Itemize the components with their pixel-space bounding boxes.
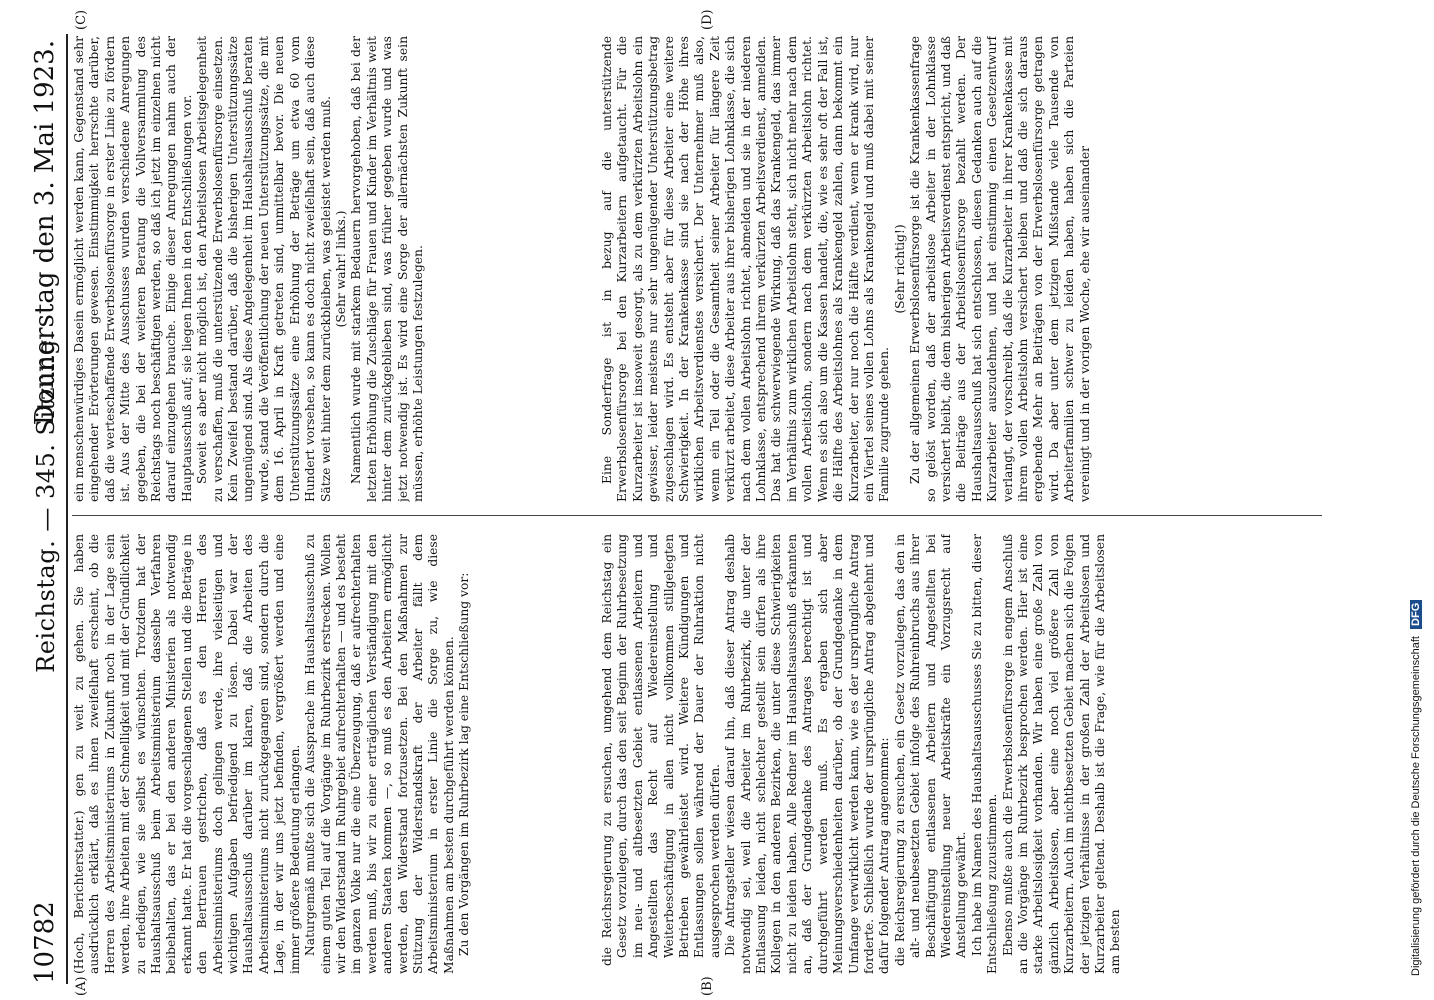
- running-head: Reichstag. — 345. Sitzung.: [32, 331, 60, 673]
- margin-marker-d: (D): [700, 9, 715, 30]
- dfg-logo: DFG: [1410, 600, 1422, 629]
- margin-marker-c: (C): [74, 9, 89, 30]
- text-column-left-bottom: [600, 534, 1340, 974]
- paragraph: Naturgemäß mußte sich die Aussprache im Haushaltsausschuß zu einem guten Teil auf die Vorgänge im Ruhrbezirk erstrecken. Wollen wir den Widerstand im Ruhrgebiet aufrechterhalten — und es besteht im ganzen Volke nur die eine Überzeugung, daß er aufrechterhalten werden muß, bis wir zu einer erträglichen Verständigung mit den anderen Staaten kommen —, so muß es den Arbeitern ermöglicht werden, den Widerstand fortzusetzen. Bei den Maßnahmen zur Stützung der Widerstandskraft der Arbeiter fällt dem Arbeitsministerium in erster Linie die Sorge zu, wie diese Maßnahmen am besten durchgeführt werden können.: [303, 534, 456, 974]
- paragraph: Soweit es aber nicht möglich ist, den Arbeitslosen Arbeitsgelegenheit zu verschaffen, muß die unterstützende Erwerbslosenfürsorge einsetzen. Kein Zweifel bestand darüber, daß die bisherigen Unterstützungssätze ungenügend sind. Als diese Angelegenheit im Haushaltsausschuß beraten wurde, stand die Veröffentlichung der neuen Unterstützungssätze, die mit dem 16. April in Kraft getreten sind, unmittelbar bevor. Die neuen Unterstützungssätze eine Erhöhung der Beträge um etwa 60 vom Hundert vorsehen, so kann es doch nicht zweifelhaft sein, daß auch diese Sätze weit hinter dem zurückbleiben, was geleistet werden muß.: [195, 36, 333, 502]
- text-column-left-top: [72, 534, 592, 974]
- session-date: Donnerstag den 3. Mai 1923.: [30, 40, 60, 426]
- paragraph: Namentlich wurde mit starkem Bedauern hervorgehoben, daß bei der letzten Erhöhung die Zuschläge für Frauen und Kinder im Verhältnis weit hinter dem zurückgeblieben sind, was früher gegeben wurde und was jetzt notwendig ist. Es wird eine Sorge der allernächsten Zukunft sein müssen, erhöhte Leistungen festzulegen.: [349, 36, 425, 502]
- paragraph: Ich habe im Namen des Haushaltsausschusses Sie zu bitten, dieser Entschließung zuzustimmen.: [969, 534, 1000, 974]
- interjection: (Sehr wahr! links.): [333, 210, 348, 328]
- paragraph: Zu den Vorgängen im Ruhrbezirk lag eine Entschließung vor:: [457, 572, 472, 956]
- page-header: [26, 20, 66, 984]
- page-number: 10782: [30, 901, 60, 984]
- header-rule: [66, 34, 68, 984]
- paragraph: Zu der allgemeinen Erwerbslosenfürsorge ist die Krankenkassenfrage so gelöst worden, daß der arbeitslose Arbeiter in der Lohnklasse versichert bleibt, die dem bisherigen Arbeitsverdienst entspricht, und daß die Beiträge aus der Arbeitslosenfürsorge bezahlt werden. Der Haushaltsausschuß hat sich entschlossen, diesen Gedanken auch auf die Kurzarbeiter auszudehnen, und hat einstimmig einen Gesetzentwurf verlangt, der vorschreibt, daß die Kurzarbeiter in ihrer Krankenkasse mit ihrem vollen Arbeitslohn versichert bleiben und daß die sich daraus ergebende Mehr an Beiträgen von der Erwerbslosenfürsorge getragen wird. Da aber unter dem jetzigen Mißstande viele Tausende von Arbeiterfamilien schwer zu leiden haben, haben sich die Parteien vereinigt und in der vorigen Woche, ehe wir auseinander: [908, 36, 1092, 502]
- digitization-note: [1410, 600, 1422, 976]
- paragraph: ein menschenwürdiges Dasein ermöglicht werden kann, Gegenstand sehr eingehender Erörterungen gewesen. Einstimmigkeit herrschte darüber, daß die werteschaffende Erwerbslosenfürsorge in erster Linie zu fördern ist. Aus der Mitte des Ausschusses wurden verschiedene Anregungen gegeben, die bei der weiteren Beratung die Vollversammlung des Reichstags noch beschäftigen werden, so daß ich jetzt im einzelnen nicht darauf einzugehen brauche. Einige dieser Anregungen nahm auch der Hauptausschuß auf; sie liegen Ihnen in den Entschließungen vor.: [72, 36, 194, 502]
- text-column-right-bottom: [600, 36, 1340, 502]
- margin-marker-b: (B): [700, 976, 715, 996]
- paragraph: Ebenso mußte auch die Erwerbslosenfürsorge in engem Anschluß an die Vorgänge im Ruhrbezirk besprochen werden. Hier ist eine starke Arbeitslosigkeit vorhanden. Wir haben eine große Zahl von gänzlich Arbeitslosen, aber eine noch viel größere Zahl von Kurzarbeitern. Auch im nichtbesetzten Gebiet machen sich die Folgen der jetzigen Verhältnisse in der großen Zahl der Arbeitslosen und Kurzarbeiter geltend. Deshalb ist die Frage, wie für die Arbeitslosen am besten: [1000, 534, 1123, 974]
- paragraph: Eine Sonderfrage ist in bezug auf die unterstützende Erwerbslosenfürsorge bei den Kurzarbeitern aufgetaucht. Für die Kurzarbeiter ist insoweit gesorgt, als zu dem verkürzten Arbeitslohn ein gewisser, leider meistens nur sehr ungenügender Unterstützungsbetrag zugeschlagen wird. Es entsteht aber für diese Arbeiter eine weitere Schwierigkeit. In der Krankenkasse sind sie nach der Höhe ihres wirklichen Arbeitsverdienstes versichert. Der Unternehmer muß also, wenn ein Teil oder die Gesamtheit seiner Arbeiter für längere Zeit verkürzt arbeitet, diese Arbeiter aus ihrer bisherigen Lohnklasse, die sich nach dem vollen Arbeitslohn richtet, abmelden und sie in der niederen Lohnklasse, entsprechend ihrem verkürzten Arbeitsverdienst, anmelden. Das hat die schwerwiegende Wirkung, daß das Krankengeld, das immer im Verhältnis zum wirklichen Arbeitslohn steht, sich nicht mehr nach dem vollen Arbeitslohn, sondern nach dem verkürzten Arbeitslohn richtet. Wenn es sich also um die Kassen handelt, die, wie es sehr oft der Fall ist, die Hälfte des Arbeitslohnes als Krankengeld zahlen, dann bekommt ein Kurzarbeiter, der nur noch die Hälfte verdient, wenn er krank wird, nur ein Viertel seines vollen Lohns als Krankengeld und muß dabei mit seiner Familie zugrunde gehen.: [600, 36, 892, 502]
- resolution-text: die Reichsregierung zu ersuchen, umgehend dem Reichstag ein Gesetz vorzulegen, durch das den seit Beginn der Ruhrbesetzung im neu- und altbesetzten Gebiet entlassenen Arbeitern und Angestellten das Recht auf Wiedereinstellung und Weiterbeschäftigung in allen nicht vollkommen stillgelegten Betrieben gewährleistet wird. Weitere Kündigungen und Entlassungen sollen während der Dauer der Ruhraktion nicht ausgesprochen werden dürfen.: [600, 534, 722, 966]
- paragraph: Die Antragsteller wiesen darauf hin, daß dieser Antrag deshalb notwendig sei, weil die Arbeiter im Ruhrbezirk, die unter der Entlassung leiden, nicht schlechter gestellt sein dürfen als ihre Kollegen in den anderen Bezirken, die unter diese Schwierigkeiten nicht zu leiden haben. Alle Redner im Haushaltsausschuß erkannten an, daß der Grundgedanke des Antrages berechtigt ist und durchgeführt werden muß. Es ergaben sich aber Meinungsverschiedenheiten darüber, ob der Grundgedanke in dem Umfange verwirklicht werden kann, wie es der ursprüngliche Antrag forderte. Schließlich wurde der ursprüngliche Antrag abgelehnt und dafür folgender Antrag angenommen:: [723, 534, 892, 974]
- paragraph: (Hoch, Berichterstatter.) gen zu weit zu gehen. Sie haben ausdrücklich erklärt, daß es ihnen zweifelhaft erscheint, ob die Herren des Arbeitsministeriums in Zukunft noch in der Lage sein werden, ihre Arbeiten mit der Schnelligkeit und mit der Gründlichkeit zu erledigen, wie sie selbst es wünschten. Trotzdem hat der Haushaltsausschuß beim Arbeitsministerium dasselbe Verfahren beibehalten, das er bei den anderen Ministerien als notwendig erkannt hatte. Er hat die vorgeschlagenen Stellen und die Beträge in den Bertrauen gestrichen, daß es den Herren des Arbeitsministeriums doch gelingen werde, ihre vielseitigen und wichtigen Aufgaben befriedigend zu lösen. Dabei war der Haushaltsausschuß darüber im klaren, daß die Arbeiten des Arbeitsministeriums nicht zurückgegangen sind, sondern durch die Lage, in der wir uns jetzt befinden, vergrößert werden und eine immer größere Bedeutung erlangen.: [72, 534, 302, 974]
- column-divider: [72, 515, 1322, 516]
- resolution-text: die Reichsregierung zu ersuchen, ein Gesetz vorzulegen, das den in alt- und neubesetzten Gebiet infolge des Ruhreinbruchs aus ihrer Beschäftigung entlassenen Arbeitern und Angestellten bei Wiedereinstellung neuer Arbeitskräfte ein Vorzugsrecht auf Anstellung gewährt.: [892, 534, 969, 966]
- funding-note: Digitalisierung gefördert durch die Deutsche Forschungsgemeinschaft: [1410, 636, 1422, 976]
- margin-marker-a: (A): [74, 976, 89, 996]
- interjection: (Sehr richtig!): [892, 224, 907, 314]
- text-column-right-top: [72, 36, 592, 502]
